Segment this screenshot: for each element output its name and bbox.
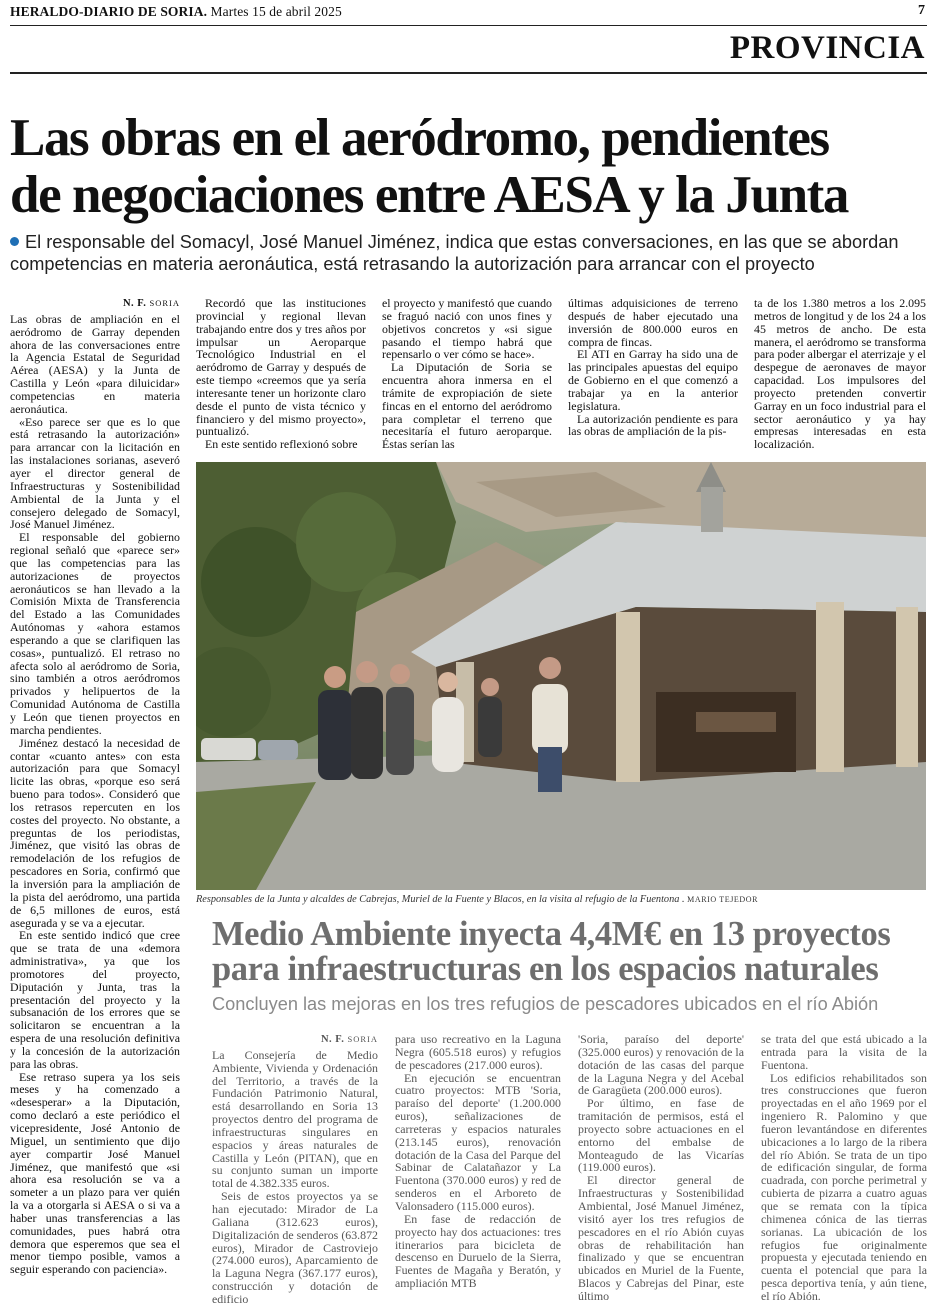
byline-place: SORIA [149,298,180,308]
secondary-headline [212,917,922,987]
newspaper-name: HERALDO-DIARIO DE SORIA. [10,4,208,19]
article2-column-2 [395,1033,561,1290]
paragraph: Jiménez destacó la necesidad de contar «cuanto antes» con esta autorización para que Somacyl licite las obras, «porque eso será bueno para todos». Consideró que los retrasos repercuten en los costes del proyecto. No obstante, a preguntas de los periodistas, Jiménez, que visitó las obras de remodelación de los refugios de pescadores en Soria, confirmó que la inversión para la ampliación de la pista del aeródromo, una partida de 6,5 millones de euros, está asegurada y se va a ejecutar. [10,735,180,930]
main-kicker [10,231,930,275]
secondary-subhead: Concluyen las mejoras en los tres refugios de pescadores ubicados en el río Abión [212,994,879,1014]
masthead [10,4,342,20]
paragraph: Recordó que las instituciones provincial y regional llevan trabajando entre dos y tres años por impulsar un Aeroparque Tecnológico Industrial en el aeródromo de Garray y después de este tiempo «creemos que ya sería interesante tener un horizonte claro desde el punto de vista técnico y financiero y del mismo proyecto», puntualizó. [196,296,366,439]
article2-byline [212,1033,378,1047]
article1-byline [10,297,180,311]
paragraph: «Eso parece ser que es lo que está retrasando la autorización» para arrancar con la licitación en las instalaciones sorianas, aseveró ayer el director general de Infraestructuras y Sostenibilidad Ambiental de la Junta y el consejero delegado de Somacyl, José Manuel Jiménez. [10,414,180,532]
paragraph: ta de los 1.380 metros a los 2.095 metros de longitud y de los 24 a los 45 metros de ancho. De esta manera, el aeródromo se transforma para poder albergar el aterrizaje y el despegue de aeronaves de mayor capacidad. Los impulsores del proyecto pretenden convertir Garray en un foco industrial para el sector aeronáutico y ya hay empresas interesadas en esta localización. [754,296,926,452]
paragraph: El director general de Infraestructuras y Sostenibilidad Ambiental, José Manuel Jiménez, visitó ayer los tres refugios de pescadores en el río Abión cuyas obras de rehabilitación han finalizado y que se encuentran ubicados en Muriel de la Fuente, Blacos y Cabrejas del Pinar, este último [578,1173,744,1303]
secondary-headline-line2: para infraestructuras en los espacios naturales [212,950,879,988]
paragraph: el proyecto y manifestó que cuando se fraguó nació con unos fines y objetivos concretos y «si sigue pasando el tiempo habrá que repensarlo o ver cómo se hace». [382,296,552,362]
paragraph: Las obras de ampliación en el aeródromo de Garray dependen ahora de las conversaciones entre la Agencia Estatal de Seguridad Aérea (AESA) y la Junta de Castilla y León «para diluicidar» competencias en materia aeronáutica. [10,311,180,416]
issue-date: Martes 15 de abril 2025 [210,4,342,19]
page-number: 7 [918,3,925,18]
article1-column-2 [196,297,366,451]
main-kicker-text: El responsable del Somacyl, José Manuel Jiménez, indica que estas conversaciones, en las que se abordan competencias en materia aeronáutica, está retrasando la autorización para arrancar con el proyecto [10,232,899,274]
paragraph: se trata del que está ubicado a la entrada para la visita de la Fuentona. [761,1032,927,1072]
section-rule [10,72,927,74]
caption-text: Responsables de la Junta y alcaldes de Cabrejas, Muriel de la Fuente y Blacos, en la visita al refugio de la Fuentona . [196,894,685,905]
paragraph: Ese retraso supera ya los seis meses y ha comenzado a «desesperar» a la Diputación, como declaró a este periódico el vicepresidente, José Antonio de Miguel, un sentimiento que dijo ayer compartir José Manuel Jiménez, que manifestó que «si ahora esa resolución se va a someter a un plazo para ver quién la va a otorgarla si AESA o si va a haber unas transferencias a las comunidades, pues habrá otra demora que esperemos que sea el menor tiempo posible, vamos a seguir esperando con paciencia». [10,1069,180,1277]
main-headline-line2: de negociaciones entre AESA y la Junta [10,166,849,224]
paragraph: En este sentido indicó que cree que se trata de una «demora administrativa», ya que los promotores del proyecto, Diputación y Junta, tras la presentación del proyecto y la subsanación de los errores que se solicitaron se encuentran a la espera de una resolución definitiva y la concesión de la autorización para las obras. [10,928,180,1071]
paragraph: El responsable del gobierno regional señaló que «parece ser» que las competencias para las autorizaciones de proyectos aeronáuticos se han llevado a la Comisión Mixta de Transferencia del Estado a las Comunidades Autónomas y «ahora estamos esperando a que se clarifiquen las cosas», puntualizó. El retraso no afecta solo al aeródromo de Soria, sino también a otros aeródromos privados y helipuertos de la Comunidad Autónoma de Castilla y León que tienen proyectos en marcha pendientes. [10,530,180,737]
paragraph: La Diputación de Soria se encuentra ahora inmersa en el trámite de expropiación de siete fincas en el entorno del aeródromo para completar el terreno que necesitaría el futuro aeroparque. Éstas serían las [382,360,552,452]
article1-column-4 [568,297,738,438]
article2-column-1 [212,1033,378,1306]
article2-column-3 [578,1033,744,1303]
paragraph: En fase de redacción de proyecto hay dos actuaciones: tres itinerarios para bicicleta de descenso en Duruelo de la Sierra, Fuentes de Magaña y Beratón, y ampliación MTB [395,1211,561,1291]
paragraph: La autorización pendiente es para las obras de ampliación de la pis- [568,411,738,439]
top-rule [10,25,927,26]
paragraph: En ejecución se encuentran cuatro proyectos: MTB 'Soria, paraíso del deporte' (1.200.000 euros), señalizaciones de carreteras y espacios naturales (213.145 euros), renovación dotación de la Casa del Parque del Sabinar de Calatañazor y La Fuentona (370.000 euros) y red de senderos en el Arboreto de Valonsadero (115.000 euros). [395,1070,561,1213]
article1-column-5 [754,297,926,451]
article1-column-1 [10,297,180,1276]
paragraph: Por último, en fase de tramitación de permisos, está el proyecto sobre actuaciones en el entorno del embalse de Monteagudo de las Vicarías (119.000 euros). [578,1096,744,1175]
article1-column-3 [382,297,552,451]
photo-credit: MARIO TEJEDOR [687,895,759,904]
paragraph: En este sentido reflexionó sobre [205,437,358,452]
paragraph: El ATI en Garray ha sido una de las principales apuestas del equipo de Gobierno en el que comenzó a trabajar ya en la anterior legislatura. [568,347,738,413]
article2-column-4 [761,1033,927,1303]
byline-place: SORIA [347,1034,378,1044]
paragraph: La Consejería de Medio Ambiente, Vivienda y Ordenación del Territorio, a través de la Fundación Patrimonio Natural, está desarrollando en Soria 13 proyectos dentro del programa de infraestructuras singulares en espacios y áreas naturales de Castilla y León (PITAN), que en su conjunto suman un importe total de 4.382.335 euros. [212,1047,378,1191]
byline-author: N. F. [122,298,147,309]
news-photo [196,462,926,890]
paragraph: Seis de estos proyectos ya se han ejecutado: Mirador de La Galiana (312.623 euros), Digitalización de senderos (63.872 euros), Mirador de Castroviejo (274.000 euros), Aparcamiento de la Laguna Negra (367.177 euros), construcción y dotación de edificio [212,1189,378,1306]
main-headline-line1: Las obras en el aeródromo, pendientes [10,109,829,167]
photo-caption [196,894,758,905]
bullet-icon [10,237,19,246]
section-title: PROVINCIA [729,30,925,66]
main-headline [10,110,930,224]
paragraph: 'Soria, paraíso del deporte' (325.000 euros) y renovación de la dotación de las casas del parque de la Laguna Negra y del Acebal de Garagüeta (200.000 euros). [578,1032,744,1098]
paragraph: Los edificios rehabilitados son tres construcciones que fueron proyectadas en el año 1969 por el ingeniero R. Palomino y que fueron levantándose en diferentes ubicaciones a lo largo de la ribera del río Abión. Se trata de un tipo de edificación singular, de forma cuadrada, con porche perimetral y cubierta de pizarra a cuatro aguas que se remata con la típica chimenea cónica de las tierras sorianas. La ubicación de los refugios fue originalmente propuesta y ejecutada teniendo en cuenta el potencial que para la pesca deportiva tenía, y aún tiene, el río Abión. [761,1070,927,1303]
secondary-headline-line1: Medio Ambiente inyecta 4,4M€ en 13 proyectos [212,915,891,953]
byline-author: N. F. [320,1034,345,1045]
paragraph: para uso recreativo en la Laguna Negra (605.518 euros) y refugios de pescadores (217.000 euros). [395,1032,561,1072]
paragraph: últimas adquisiciones de terreno después de haber ejecutado una inversión de 800.000 euros en compra de fincas. [568,296,738,349]
